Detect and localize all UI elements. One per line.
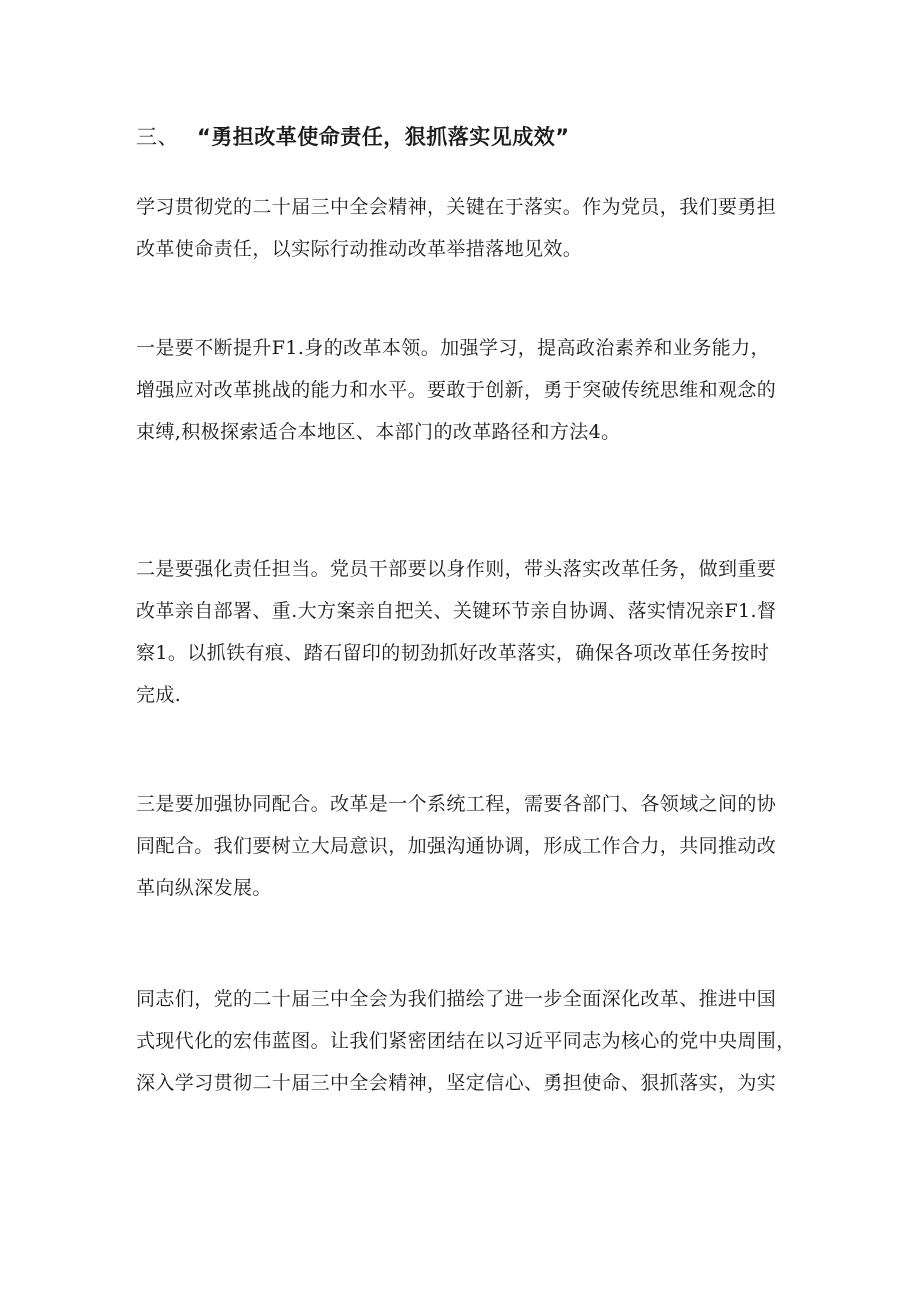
paragraph-conclusion: [136, 978, 796, 1104]
paragraph-point-two: [136, 548, 796, 716]
section-heading: [136, 121, 796, 153]
section-number: 三、: [136, 125, 179, 149]
section-title: “勇担改革使命责任，狠抓落实见成效”: [197, 125, 570, 149]
text-line: 三是要加强协同配合。改革是一个系统工程，需要各部门、各领域之间的协: [136, 793, 777, 815]
text-line: 束缚,积极探索适合本地区、本部门的改革路径和方法4。: [136, 421, 621, 443]
text-line: 同配合。我们要树立大局意识，加强沟通协调，形成工作合力，共同推动改: [136, 835, 777, 857]
text-line: 改革亲自部署、重.大方案亲自把关、关键环节亲自协调、落实情况亲F1.督: [136, 600, 777, 622]
text-line: 深入学习贯彻二十届三中全会精神，坚定信心、勇担使命、狠抓落实，为实: [136, 1072, 777, 1094]
text-line: 学习贯彻党的二十届三中全会精神，关键在于落实。作为党员，我们要勇担: [136, 196, 777, 218]
text-line: 察1。以抓铁有痕、踏石留印的韧劲抓好改革落实，确保各项改革任务按时: [136, 642, 770, 664]
text-line: 改革使命责任，以实际行动推动改革举措落地见效。: [136, 238, 583, 260]
paragraph-point-three: [136, 783, 796, 909]
text-line: 完成.: [136, 684, 182, 706]
text-line: 增强应对改革挑战的能力和水平。要敢于创新，勇于突破传统思维和观念的: [136, 379, 777, 401]
text-line: 式现代化的宏伟蓝图。让我们紧密团结在以习近平同志为核心的党中央周围，: [136, 1030, 796, 1052]
text-line: 革向纵深发展。: [136, 877, 272, 899]
text-line: 同志们，党的二十届三中全会为我们描绘了进一步全面深化改革、推进中国: [136, 988, 777, 1010]
paragraph-point-one: [136, 327, 796, 453]
paragraph-intro: [136, 186, 796, 270]
text-line: 一是要不断提升F1.身的改革本领。加强学习，提高政治素养和业务能力，: [136, 337, 770, 359]
text-line: 二是要强化责任担当。党员干部要以身作则，带头落实改革任务，做到重要: [136, 558, 777, 580]
